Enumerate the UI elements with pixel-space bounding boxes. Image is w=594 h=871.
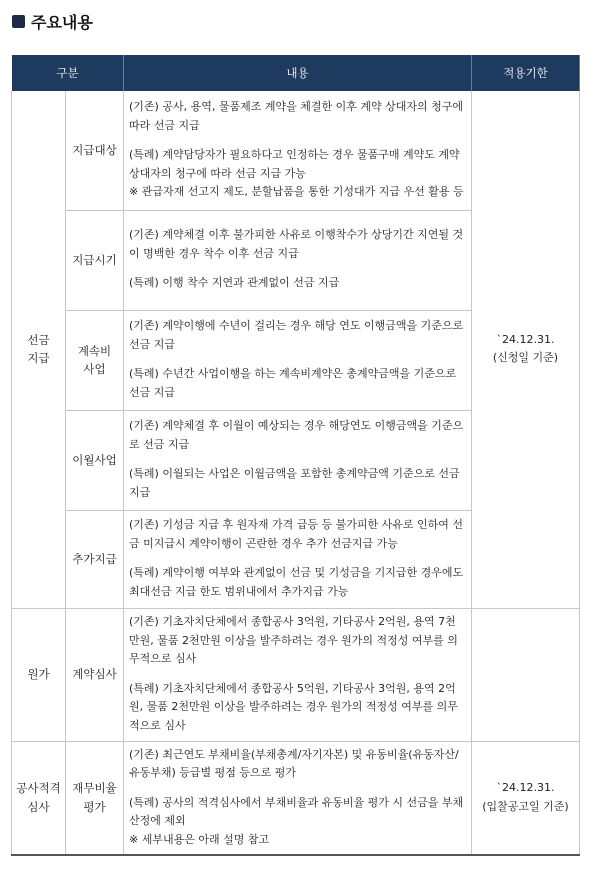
table-row bbox=[12, 741, 580, 855]
table-header-row bbox=[12, 55, 580, 91]
table-row bbox=[12, 608, 580, 741]
content-cell: (기존) 계약이행에 수년이 걸리는 경우 해당 연도 이행금액을 기준으로 선금 지급 (특례) 수년간 사업이행을 하는 계속비계약은 총계약금액을 기준으로 선금 지급 bbox=[124, 310, 472, 410]
subcategory-label: 지급대상 bbox=[66, 91, 124, 210]
header-deadline: 적용기한 bbox=[472, 55, 580, 91]
category-advance-payment: 선금 지급 bbox=[12, 91, 66, 608]
section-heading bbox=[12, 8, 93, 34]
category-cost: 원가 bbox=[12, 608, 66, 741]
content-cell: (기존) 기성금 지급 후 원자재 가격 급등 등 불가피한 사유로 인하여 선금 미지급시 계약이행이 곤란한 경우 추가 선금지급 가능 (특례) 계약이행 여부와 관계없이 선금 및 기성금을 기지급한 경우에도 최대선금 지급 한도 범위내에서 추가지급 가능 bbox=[124, 510, 472, 608]
subcategory-label: 추가지급 bbox=[66, 510, 124, 608]
table-row bbox=[12, 91, 580, 210]
content-cell: (기존) 계약체결 후 이월이 예상되는 경우 해당연도 이행금액을 기준으로 선금 지급 (특례) 이월되는 사업은 이월금액을 포함한 총계약금액 기준으로 선금 지급 bbox=[124, 410, 472, 510]
subcategory-label: 이월사업 bbox=[66, 410, 124, 510]
subcategory-label: 계속비 사업 bbox=[66, 310, 124, 410]
deadline-advance-payment: `24.12.31. (신청일 기준) bbox=[472, 91, 580, 608]
content-cell: (기존) 기초자치단체에서 종합공사 3억원, 기타공사 2억원, 용역 7천만원, 물품 2천만원 이상을 발주하려는 경우 원가의 적정성 여부를 의무적으로 심사 (특례) 기초자치단체에서 종합공사 5억원, 기타공사 3억원, 용역 2억원, 물품 2천만원 이상을 발주하려는 경우 원가의 적정성 여부를 의무적으로 심사 bbox=[124, 608, 472, 741]
content-cell: (기존) 공사, 용역, 물품제조 계약을 체결한 이후 계약 상대자의 청구에 따라 선금 지급 (특례) 계약담당자가 필요하다고 인정하는 경우 물품구매 계약도 계약상대자의 청구에 따라 선금 지급 가능 ※ 관급자재 선고지 제도, 분할납품을 통한 기성대가 지급 우선 활용 등 bbox=[124, 91, 472, 210]
square-bullet-icon bbox=[12, 15, 25, 28]
main-content-table bbox=[11, 55, 580, 856]
content-cell: (기존) 계약체결 이후 불가피한 사유로 이행착수가 상당기간 지연될 것이 명백한 경우 착수 이후 선금 지급 (특례) 이행 착수 지연과 관계없이 선금 지급 bbox=[124, 210, 472, 310]
header-category: 구분 bbox=[12, 55, 124, 91]
deadline-cost-empty bbox=[472, 608, 580, 741]
content-cell: (기존) 최근연도 부채비율(부채총계/자기자본) 및 유동비율(유동자산/유동부채) 등급별 평점 등으로 평가 (특례) 공사의 적격심사에서 부채비율과 유동비율 평가 시 선금을 부채산정에 제외 ※ 세부내용은 아래 설명 참고 bbox=[124, 741, 472, 855]
subcategory-label: 계약심사 bbox=[66, 608, 124, 741]
subcategory-label: 재무비율 평가 bbox=[66, 741, 124, 855]
header-content: 내용 bbox=[124, 55, 472, 91]
subcategory-label: 지급시기 bbox=[66, 210, 124, 310]
category-qualification: 공사적격 심사 bbox=[12, 741, 66, 855]
section-title: 주요내용 bbox=[31, 12, 93, 32]
deadline-qualification: `24.12.31. (입찰공고일 기준) bbox=[472, 741, 580, 855]
